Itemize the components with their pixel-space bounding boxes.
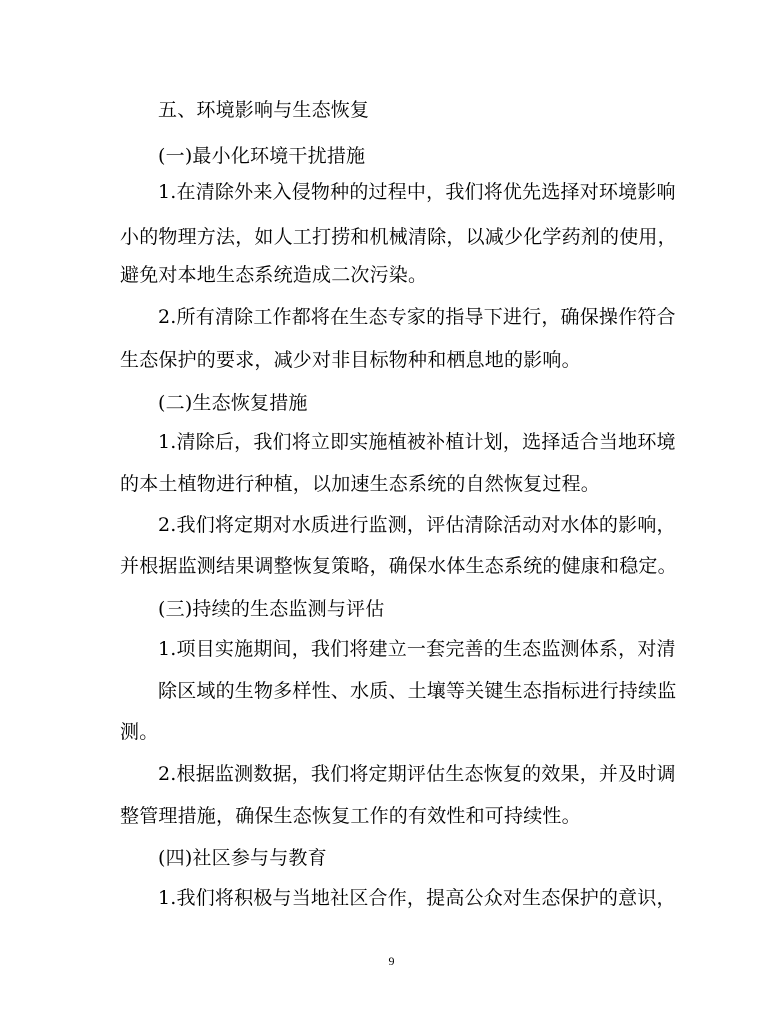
- paragraph-line: 小的物理方法，如人工打捞和机械清除，以减少化学药剂的使用，: [120, 226, 677, 248]
- paragraph-line: 避免对本地生态系统造成二次污染。: [120, 264, 428, 286]
- paragraph-line: 2.根据监测数据，我们将定期评估生态恢复的效果，并及时调: [158, 763, 676, 785]
- paragraph-line: 生态保护的要求，减少对非目标物种和栖息地的影响。: [120, 349, 581, 371]
- section-title: 五、环境影响与生态恢复: [158, 99, 370, 121]
- paragraph-line: 测。: [120, 721, 159, 743]
- paragraph-line: 1.我们将积极与当地社区合作，提高公众对生态保护的意识，: [158, 887, 676, 909]
- subsection-heading-4: (四)社区参与与教育: [158, 847, 327, 869]
- paragraph-line: 1.清除后，我们将立即实施植被补植计划，选择适合当地环境: [158, 431, 676, 453]
- subsection-heading-3: (三)持续的生态监测与评估: [158, 598, 385, 620]
- paragraph-line: 整管理措施，确保生态恢复工作的有效性和可持续性。: [120, 805, 581, 827]
- paragraph-line: 2.我们将定期对水质进行监测，评估清除活动对水体的影响，: [158, 514, 676, 536]
- paragraph-line: 的本土植物进行种植，以加速生态系统的自然恢复过程。: [120, 473, 601, 495]
- subsection-heading-1: (一)最小化环境干扰措施: [158, 145, 366, 167]
- paragraph-line: 并根据监测结果调整恢复策略，确保水体生态系统的健康和稳定。: [120, 555, 677, 577]
- paragraph-line: 1.在清除外来入侵物种的过程中，我们将优先选择对环境影响: [158, 181, 676, 203]
- subsection-heading-2: (二)生态恢复措施: [158, 392, 308, 414]
- page-number: 9: [388, 954, 395, 968]
- paragraph-line: 除区域的生物多样性、水质、土壤等关键生态指标进行持续监: [158, 680, 677, 702]
- paragraph-line: 2.所有清除工作都将在生态专家的指导下进行，确保操作符合: [158, 306, 676, 328]
- paragraph-line: 1.项目实施期间，我们将建立一套完善的生态监测体系，对清: [158, 638, 676, 660]
